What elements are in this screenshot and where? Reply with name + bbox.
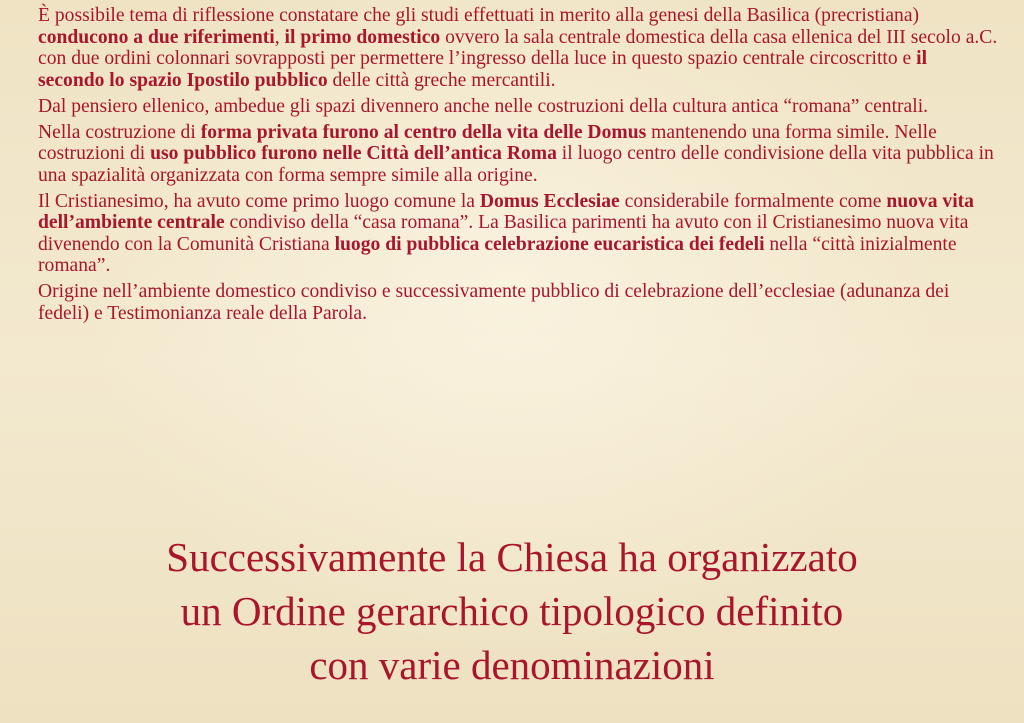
emphasis-text: nuova vita dell’ambiente centrale (38, 190, 974, 233)
body-text-run: Origine nell’ambiente domestico condiviso e successivamente pubblico di celebrazione dell’ecclesiae (adunanza dei fedeli) e Testimonianza reale della Parola. (38, 281, 950, 324)
body-text-run: mantenendo una forma simile. Nelle costruzioni di (38, 121, 937, 164)
body-text-run: il luogo centro delle condivisione della vita pubblica in una spazialità organizzata con forma sempre simile alla origine. (38, 143, 994, 186)
paragraph-private-public-construction (38, 122, 998, 187)
emphasis-text: uso pubblico furono nelle Città dell’antica Roma (150, 143, 557, 164)
emphasis-text: il secondo lo spazio Ipostilo pubblico (38, 48, 928, 91)
body-text-run: Il Cristianesimo, ha avuto come primo luogo comune la (38, 190, 480, 212)
paragraph-hellenic-thought (38, 96, 998, 118)
body-text-run: Dal pensiero ellenico, ambedue gli spazi divennero anche nelle costruzioni della cultura antica “romana” centrali. (38, 95, 929, 117)
paragraph-christianity (38, 191, 998, 277)
headline (0, 530, 1024, 692)
body-text-run: considerabile formalmente come (619, 190, 887, 212)
headline-line-1: Successivamente la Chiesa ha organizzato (166, 534, 858, 580)
body-text-run: , (274, 26, 285, 48)
body-text (38, 5, 998, 329)
body-text-run: delle città greche mercantili. (327, 69, 556, 91)
emphasis-text: luogo di pubblica celebrazione eucaristica dei fedeli (334, 233, 765, 255)
emphasis-text: il primo domestico (284, 26, 441, 48)
body-text-run: Nella costruzione di (38, 121, 201, 143)
headline-line-2: un Ordine gerarchico tipologico definito (180, 588, 844, 634)
headline-line-3: con varie denominazioni (309, 642, 715, 688)
body-text-run: ovvero la sala centrale domestica della casa ellenica del III secolo a.C. con due ordini colonnari sovrapposti per permettere l’ingresso della luce in questo spazio centrale circoscritto e (38, 26, 998, 69)
body-text-run: condiviso della “casa romana”. La Basilica parimenti ha avuto con il Cristianesimo nuova vita divenendo con la Comunità Cristiana (38, 212, 969, 255)
body-text-run: nella “città inizialmente romana”. (38, 233, 957, 276)
body-text-run: È possibile tema di riflessione constatare che gli studi effettuati in merito alla genesi della Basilica (precristiana) (38, 5, 920, 26)
emphasis-text: conducono a due riferimenti (38, 26, 275, 48)
paragraph-basilica-genesis (38, 5, 998, 91)
paragraph-origin (38, 281, 998, 324)
emphasis-text: Domus Ecclesiae (479, 190, 620, 212)
emphasis-text: forma privata furono al centro della vita delle Domus (200, 121, 647, 143)
